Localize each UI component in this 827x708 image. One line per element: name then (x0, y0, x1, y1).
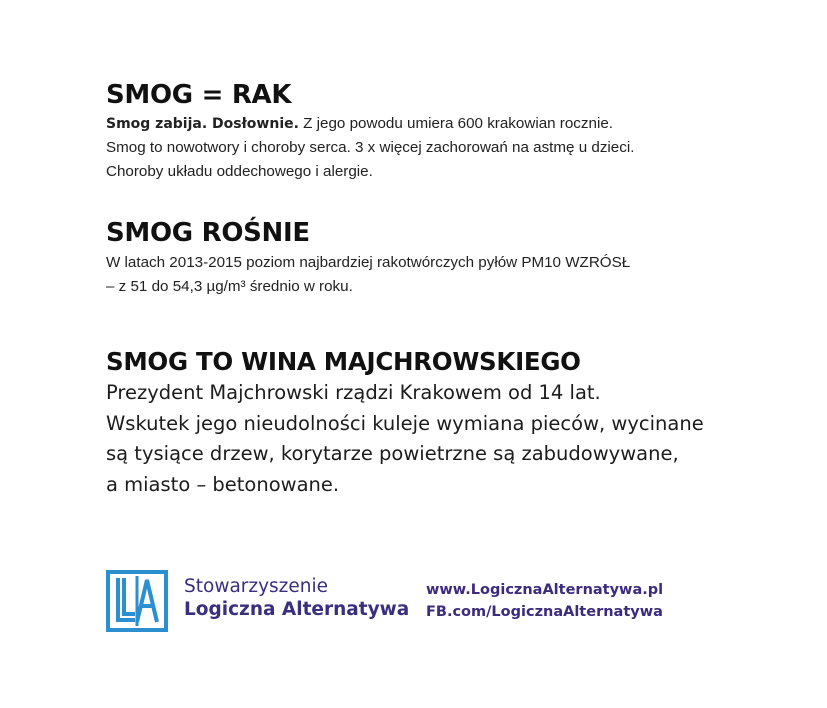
paragraph-line: Smog to nowotwory i choroby serca. 3 x więcej zachorowań na astmę u dzieci. (106, 139, 635, 156)
heading-smog-wina: SMOG TO WINA MAJCHROWSKIEGO (106, 347, 581, 376)
paragraph-line: a miasto – betonowane. (106, 472, 340, 496)
section-smog-rosnie (106, 218, 630, 299)
paragraph-line: – z 51 do 54,3 µg/m³ średnio w roku. (106, 278, 353, 295)
organization-name (184, 576, 409, 622)
la-logo-icon (106, 570, 168, 632)
org-line-1: Stowarzyszenie (184, 576, 329, 597)
contact-links (426, 579, 663, 623)
paragraph-line (106, 112, 634, 136)
website-link[interactable]: www.LogicznaAlternatywa.pl (426, 582, 664, 598)
heading-smog-rosnie: SMOG ROŚNIE (106, 218, 310, 248)
lead-text: Smog zabija. Dosłownie. (106, 116, 299, 132)
footer (106, 570, 706, 632)
paragraph-line: Wskutek jego nieudolności kuleje wymiana pieców, wycinane (106, 411, 704, 435)
paragraph-line: są tysiące drzew, korytarze powietrzne są zabudowywane, (106, 442, 679, 465)
section-smog-wina (106, 347, 704, 500)
line-text: Z jego powodu umiera 600 krakowian rocznie. (298, 115, 613, 132)
paragraph-line: Choroby układu oddechowego i alergie. (106, 163, 373, 180)
facebook-link[interactable]: FB.com/LogicznaAlternatywa (426, 604, 663, 620)
org-line-2: Logiczna Alternatywa (184, 599, 410, 620)
paragraph-line: W latach 2013-2015 poziom najbardziej rakotwórczych pyłów PM10 WZRÓSŁ (106, 254, 631, 271)
heading-smog-rak: SMOG = RAK (106, 80, 292, 110)
section-smog-rak (106, 80, 634, 184)
paragraph-line: Prezydent Majchrowski rządzi Krakowem od 14 lat. (106, 381, 601, 404)
